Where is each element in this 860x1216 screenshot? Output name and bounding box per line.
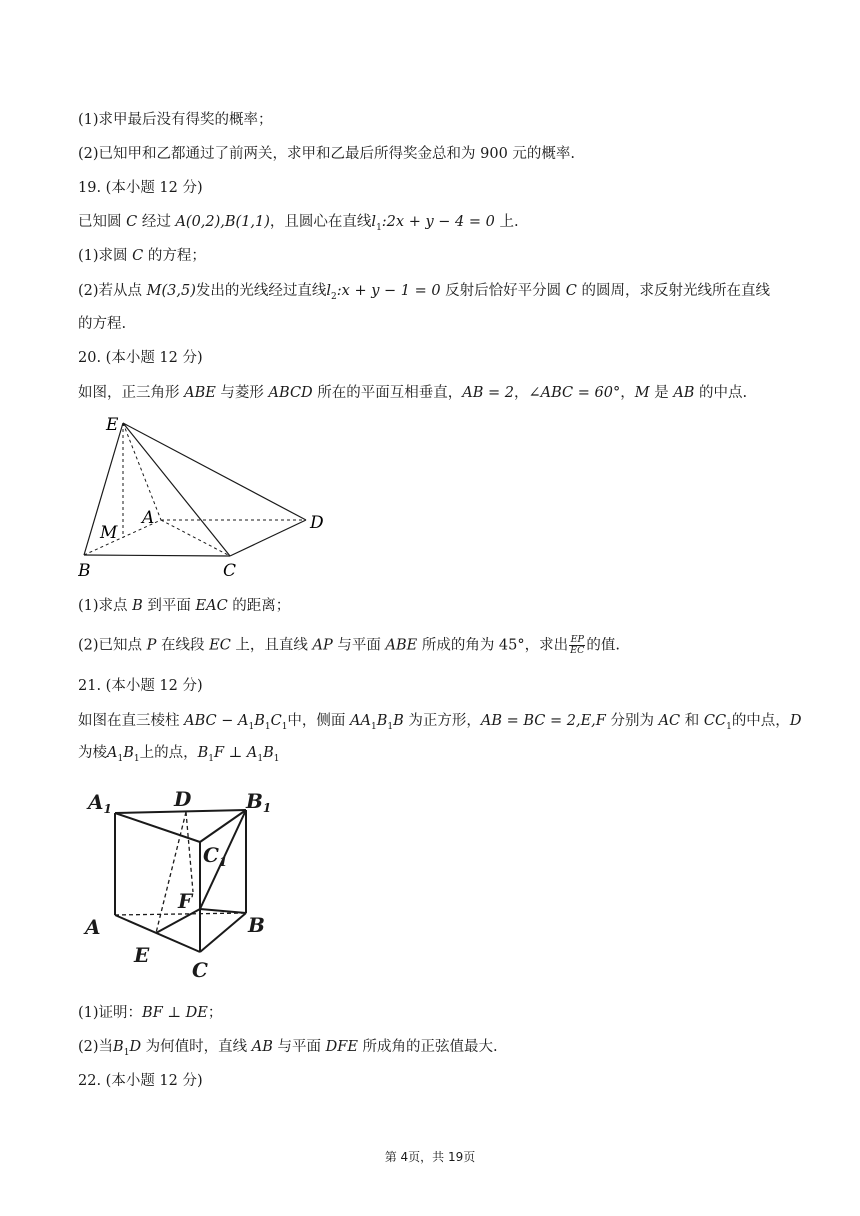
fig21-label-a1: $A_1$ bbox=[88, 790, 112, 816]
q22-heading: 22. (本小题 12 分) bbox=[78, 1073, 203, 1089]
q20-part1: (1)求点 B 到平面 EAC 的距离； bbox=[78, 598, 291, 614]
fig21-label-a: A bbox=[85, 915, 101, 939]
q20-part2: (2)已知点 P 在线段 EC 上，且直线 AP 与平面 ABE 所成的角为 45°，求出 $\frac{EP}{EC}$ 的值. bbox=[78, 634, 620, 656]
fig20-label-e: E bbox=[106, 415, 119, 435]
fig21-label-b1: $B_1$ bbox=[246, 789, 272, 815]
page-footer: 第 4页，共 19页 bbox=[384, 1150, 476, 1164]
q19-stem: 已知圆 C 经过 A(0,2),B(1,1)，且圆心在直线$l_1:2x + y - 4 = 0$ 上. bbox=[78, 214, 519, 233]
fig20-label-m: M bbox=[100, 523, 118, 543]
fraction-ep-ec: $\frac{EP}{EC}$ bbox=[570, 634, 585, 656]
q21-part2: (2)当$B_1D$ 为何值时，直线 AB 与平面 DFE 所成角的正弦值最大. bbox=[78, 1039, 498, 1058]
fig21-label-e: E bbox=[134, 943, 150, 967]
q18-part2: (2)已知甲和乙都通过了前两关，求甲和乙最后所得奖金总和为 900 元的概率. bbox=[78, 146, 576, 162]
fig21-label-f: F bbox=[178, 889, 193, 913]
q19-part2-cont: 的方程. bbox=[78, 316, 127, 332]
q20-heading: 20. (本小题 12 分) bbox=[78, 350, 203, 366]
fig21-label-c: C bbox=[192, 958, 208, 982]
fig20-label-a: A bbox=[142, 508, 155, 528]
q18-part1: (1)求甲最后没有得奖的概率； bbox=[78, 112, 273, 128]
q20-figure bbox=[78, 408, 348, 583]
q19-heading: 19. (本小题 12 分) bbox=[78, 180, 203, 196]
fig21-label-b: B bbox=[248, 913, 265, 937]
q21-part1: (1)证明：BF ⊥ DE； bbox=[78, 1005, 223, 1021]
q21-stem-cont: 为棱$A_1B_1$上的点，$B_1F$ ⊥ $A_1B_1$ bbox=[78, 745, 280, 764]
q20-stem: 如图，正三角形 ABE 与菱形 ABCD 所在的平面互相垂直，AB = 2，∠ABC = 60°，M 是 AB 的中点. bbox=[78, 385, 748, 401]
q21-heading: 21. (本小题 12 分) bbox=[78, 678, 203, 694]
fig20-label-b: B bbox=[78, 561, 91, 581]
q21-figure bbox=[80, 782, 280, 987]
fig20-label-d: D bbox=[310, 513, 324, 533]
fig21-label-c1: $C_1$ bbox=[203, 843, 228, 869]
fig21-label-d: D bbox=[174, 787, 192, 811]
q19-part1: (1)求圆 C 的方程； bbox=[78, 248, 206, 264]
q19-part2: (2)若从点 M(3,5)发出的光线经过直线$l_2:x + y - 1 = 0$ 反射后恰好平分圆 C 的圆周，求反射光线所在直线 bbox=[78, 283, 771, 302]
fig20-label-c: C bbox=[223, 561, 237, 581]
q21-stem: 如图在直三棱柱 ABC − $A_1B_1C_1$中，侧面 $AA_1B_1B$ 为正方形，AB = BC = 2,E,F 分别为 AC 和 $CC_1$的中点，D bbox=[78, 713, 802, 732]
